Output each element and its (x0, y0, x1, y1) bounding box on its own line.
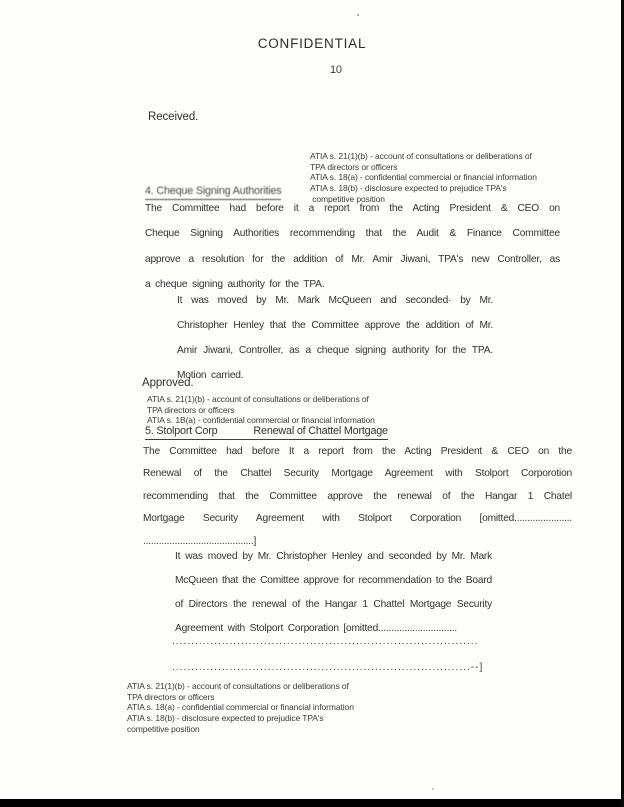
text-line: ATIA s. 18(a) - confidential commercial or financial information (310, 172, 537, 183)
text-line: ATIA s. 21(1)(b) - account of consultations or deliberations of (127, 681, 349, 691)
atia-exemption-note-middle (147, 394, 375, 426)
text-line: TPA directors or officers (147, 404, 235, 415)
text-line: Agreement with Stolport Corporation [omitted.............................. (175, 623, 457, 634)
section-5-motion-paragraph (175, 545, 492, 641)
text-line: Motion carried. (177, 370, 244, 381)
text-line: ................................................................................ (172, 636, 479, 647)
text-line: approve a resolution for the addition of Mr. Amir Jiwani, TPA's new Controller, as (145, 253, 560, 265)
section-5-heading (145, 425, 388, 440)
received-status: Received. (148, 111, 199, 123)
text-line: competitive position (127, 723, 200, 734)
text-line: recommending that the Committee approve the renewal of the Hangar 1 Chatel (143, 490, 572, 502)
text-line: ..........................................] (143, 535, 257, 547)
omitted-redaction-dots (172, 629, 502, 680)
section-4-report-paragraph (145, 193, 560, 298)
section-5-heading-number: 5. Stolport Corp (145, 425, 218, 437)
text-line: Christopher Henley that the Committee approve the addition of Mr. (177, 320, 493, 331)
text-line: The Committee had before It a report from the Acting President & CEO on the (143, 446, 572, 457)
text-line: ATIA s. 21(1)(b) - account of consultations or deliberations of (310, 151, 532, 161)
text-line: TPA directors or officers (127, 691, 215, 702)
text-line: ATIA s. 21(1)(b) - account of consultations or deliberations of (147, 394, 369, 404)
page-number: 10 (330, 64, 342, 76)
atia-exemption-note-bottom (127, 681, 354, 735)
text-line: McQueen that the Comittee approve for recommendation to the Board (175, 575, 492, 586)
scan-speck (432, 788, 434, 790)
text-line: It was moved by Mr. Christopher Henley and seconded by Mr. Mark (175, 551, 492, 562)
text-line: ATIA s. 18(a) - confidential commercial or financial information (127, 702, 354, 713)
text-line: Mortgage Security Agreement with Stolport Corporation [omitted...................... (143, 513, 572, 525)
text-line: ..............................................................................--] (172, 661, 484, 673)
section-5-heading-title: Renewal of Chattel Mortgage (253, 425, 388, 437)
text-line: ATIA s. 1B(a) - confidential commercial or financial information (147, 415, 375, 426)
section-4-heading: 4. Cheque Signing Authorities (145, 185, 281, 200)
section-4-motion-paragraph (177, 288, 493, 388)
text-line: Cheque Signing Authorities recommending that the Audit & Finance Committee (145, 228, 560, 240)
scan-edge-bottom (0, 799, 624, 807)
section-5-report-paragraph (143, 441, 572, 553)
text-line: of Directors the renewal of the Hangar 1 Chattel Mortgage Security (175, 599, 492, 610)
text-line: The Committee had before it a report from the Acting President & CEO on (145, 203, 560, 214)
text-line: TPA directors or officers (310, 161, 398, 172)
text-line: competitive position (310, 193, 385, 204)
text-line: Renewal of the Chattel Security Mortgage Agreement with Stolport Corporotion (143, 468, 572, 480)
text-line: ATIA s. 18(b) - disclosure expected to prejudice TPA's (127, 713, 324, 724)
text-line: It was moved by Mr. Mark McQueen and seconded· by Mr. (177, 295, 493, 306)
confidential-stamp: CONFIDENTIAL (257, 36, 367, 51)
text-line: a cheque signing authority for the TPA. (145, 279, 325, 291)
scan-speck (357, 14, 359, 16)
approved-status: Approved. (142, 377, 194, 389)
text-line: ATIA s. 18(b) - disclosure expected to prejudice TPA's (310, 183, 507, 194)
text-line: Amir Jiwani, Controller, as a cheque signing authority for the TPA. (177, 345, 493, 356)
